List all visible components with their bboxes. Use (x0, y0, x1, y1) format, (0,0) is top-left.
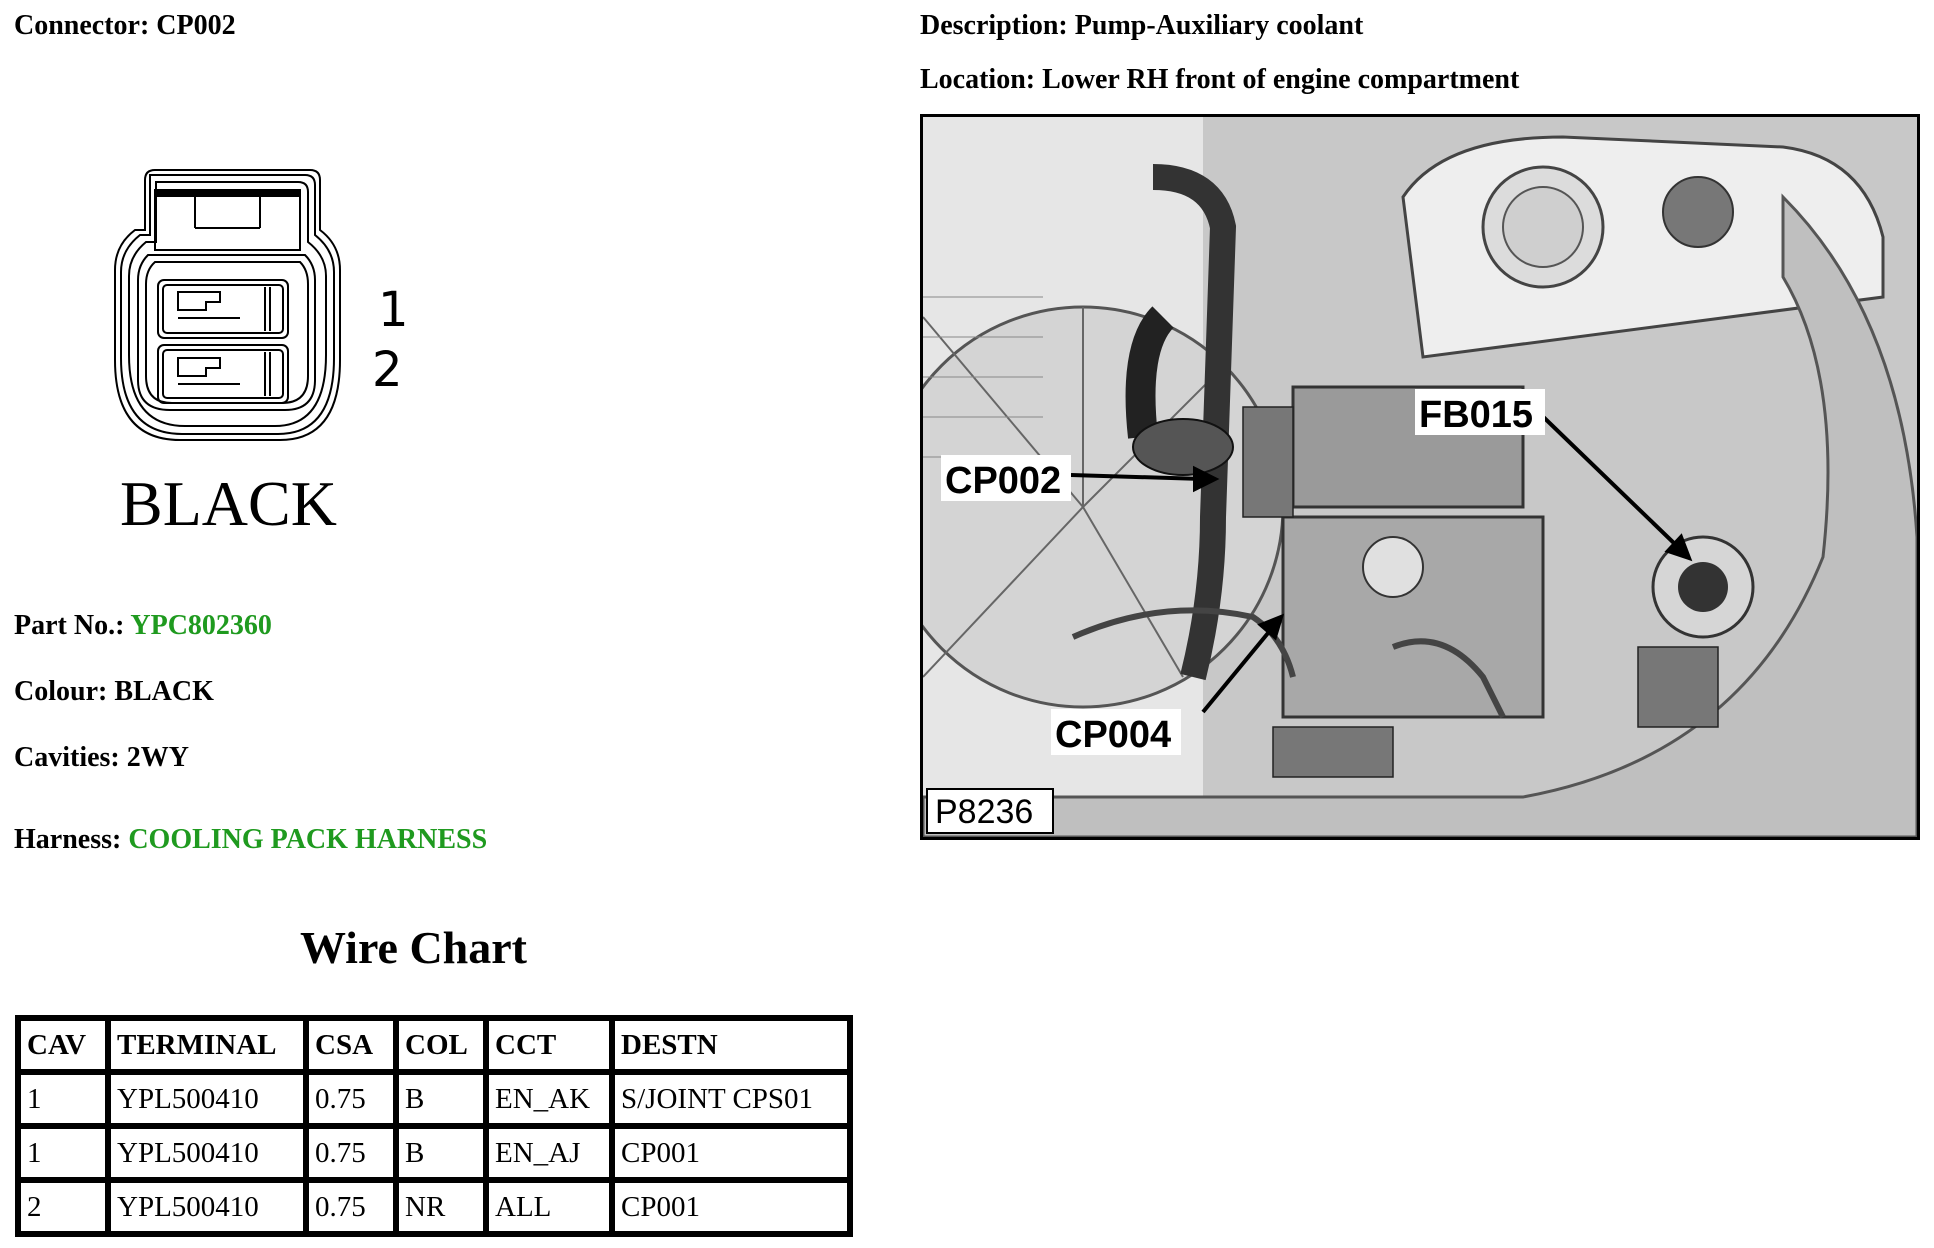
cell-cav: 2 (18, 1180, 108, 1234)
diagram-colour-text: BLACK (120, 468, 337, 539)
cavities-value: 2WY (126, 742, 189, 773)
cell-terminal: YPL500410 (108, 1072, 306, 1126)
wire-chart-title: Wire Chart (300, 922, 527, 973)
harness-line (14, 826, 487, 854)
cell-destn: CP001 (612, 1126, 850, 1180)
cavities-label: Cavities: (14, 742, 120, 773)
cell-destn: CP001 (612, 1180, 850, 1234)
cell-cav: 1 (18, 1126, 108, 1180)
cell-cct: EN_AK (486, 1072, 612, 1126)
photo-ref: P8236 (935, 793, 1034, 831)
harness-label: Harness: (14, 824, 122, 855)
cell-cct: ALL (486, 1180, 612, 1234)
cell-col: NR (396, 1180, 486, 1234)
callout-cp002: CP002 (945, 460, 1062, 502)
header-destn: DESTN (612, 1018, 850, 1072)
cell-csa: 0.75 (306, 1126, 396, 1180)
colour-value: BLACK (114, 676, 214, 707)
location-photo (920, 114, 1920, 840)
cell-terminal: YPL500410 (108, 1180, 306, 1234)
cell-cct: EN_AJ (486, 1126, 612, 1180)
cell-col: B (396, 1072, 486, 1126)
location-label: Location: (920, 64, 1036, 95)
connector-value: CP002 (156, 10, 236, 41)
cell-col: B (396, 1126, 486, 1180)
table-row (18, 1072, 850, 1126)
header-csa: CSA (306, 1018, 396, 1072)
pin-label-2: 2 (372, 342, 403, 398)
callout-fb015: FB015 (1419, 394, 1534, 436)
header-cct: CCT (486, 1018, 612, 1072)
part-no-link[interactable]: YPC802360 (130, 610, 272, 641)
header-cav: CAV (18, 1018, 108, 1072)
connector-line (14, 12, 236, 40)
wire-chart-table (15, 1015, 853, 1237)
colour-label: Colour: (14, 676, 108, 707)
cell-destn: S/JOINT CPS01 (612, 1072, 850, 1126)
header-col: COL (396, 1018, 486, 1072)
table-row (18, 1126, 850, 1180)
connector-face-diagram (100, 160, 420, 540)
table-row (18, 1180, 850, 1234)
location-line (920, 66, 1519, 94)
harness-link[interactable]: COOLING PACK HARNESS (128, 824, 488, 855)
description-value: Pump-Auxiliary coolant (1074, 10, 1364, 41)
description-label: Description: (920, 10, 1068, 41)
callout-cp004: CP004 (1055, 714, 1172, 756)
cell-cav: 1 (18, 1072, 108, 1126)
cell-csa: 0.75 (306, 1180, 396, 1234)
part-no-label: Part No.: (14, 610, 125, 641)
table-header-row (18, 1018, 850, 1072)
location-value: Lower RH front of engine compartment (1042, 64, 1520, 95)
cell-csa: 0.75 (306, 1072, 396, 1126)
part-no-line (14, 612, 272, 640)
colour-line (14, 678, 214, 706)
header-terminal: TERMINAL (108, 1018, 306, 1072)
connector-label: Connector: (14, 10, 150, 41)
cavities-line (14, 744, 189, 772)
pin-label-1: 1 (378, 282, 409, 338)
description-line (920, 12, 1363, 40)
cell-terminal: YPL500410 (108, 1126, 306, 1180)
